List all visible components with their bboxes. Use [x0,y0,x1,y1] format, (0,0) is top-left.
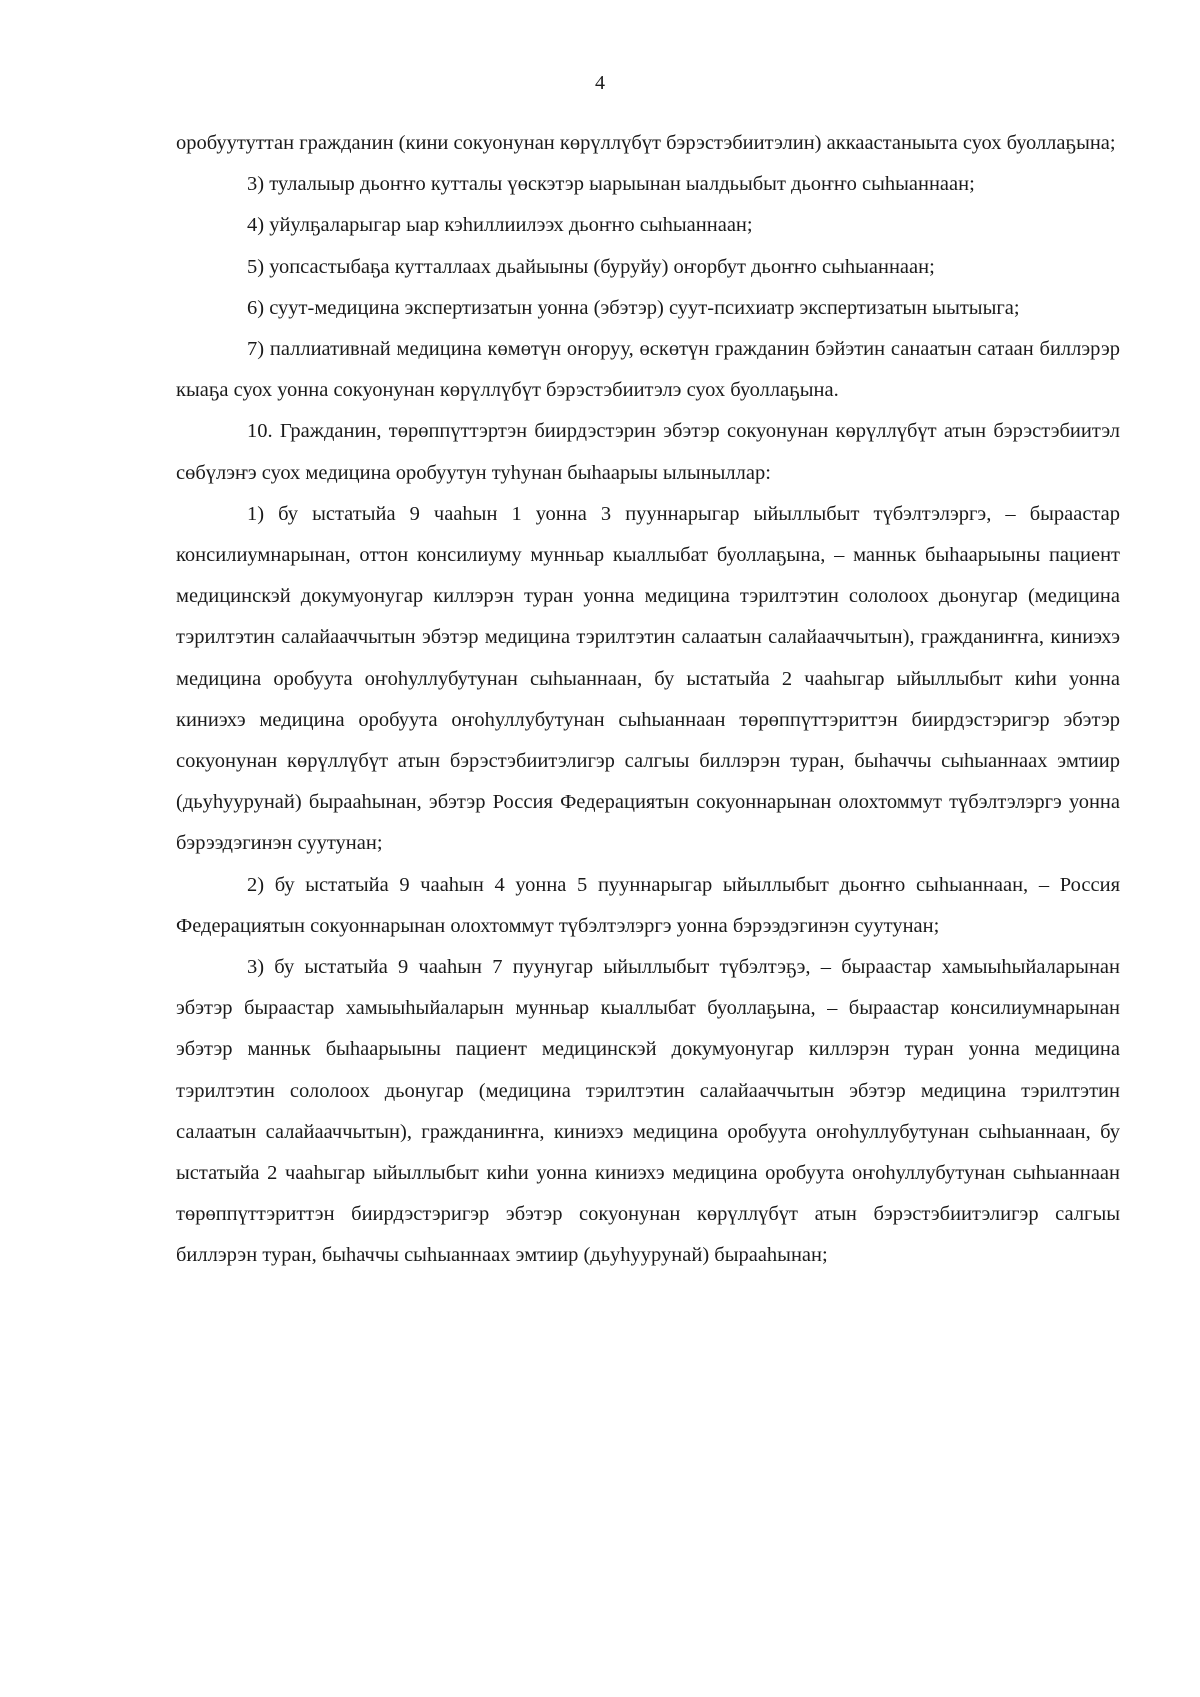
subsection-2: 2) бу ыстатыйа 9 чааһын 4 уонна 5 пууннарыгар ыйыллыбыт дьоҥҥо сыһыаннаан, – Россия Федерациятын сокуоннарынан олохтоммут түбэлтэлэргэ уонна бэрээдэгинэн суутунан; [176,873,1120,937]
paragraph-continuation: оробуутуттан гражданин (кини сокуонунан көрүллүбүт бэрэстэбиитэлин) аккаастаныыта суох буоллаҕына; [176,132,1116,154]
list-item-4: 4) уйулҕаларыгар ыар кэһиллиилээх дьоҥҥо сыһыаннаан; [247,214,753,237]
document-body [176,123,1120,1277]
section-10-heading: 10. Гражданин, төрөппүттэртэн биирдэстэрин эбэтэр сокуонунан көрүллүбүт атын бэрэстэбиитэл сөбүлэҥэ суох медицина оробуутун туһунан быһаарыы ылыныллар: [176,420,1120,484]
list-item-5: 5) уопсастыбаҕа кутталлаах дьайыыны (буруйу) оҥорбут дьоҥҥо сыһыаннаан; [247,255,935,278]
subsection-1: 1) бу ыстатыйа 9 чааһын 1 уонна 3 пууннарыгар ыйыллыбыт түбэлтэлэргэ, – быраастар консилиумнарынан, оттон консилиуму мунньар кыаллыбат буоллаҕына, – манньк быһаарыыны пациент медицинскэй докумуонугар киллэрэн туран уонна медицина тэрилтэтин сололоох дьонугар (медицина тэрилтэтин салайааччытын эбэтэр медицина тэрилтэтин салаатын салайааччытын), гражданиҥҥа, киниэхэ медицина оробуута оҥоһуллубутунан сыһыаннаан, бу ыстатыйа 2 чааһыгар ыйыллыбыт киһи уонна киниэхэ медицина оробуута оҥоһуллубутунан сыһыаннаан төрөппүттэриттэн биирдэстэригэр эбэтэр сокуонунан көрүллүбүт атын бэрэстэбиитэлигэр салгыы биллэрэн туран, быһаччы сыһыаннаах эмтиир (дьуһуурунай) бырааһынан, эбэтэр Россия Федерациятын сокуоннарынан олохтоммут түбэлтэлэргэ уонна бэрээдэгинэн суутунан; [176,502,1120,855]
list-item-7: 7) паллиативнай медицина көмөтүн оҥоруу, өскөтүн гражданин бэйэтин санаатын сатаан биллэрэр кыаҕа суох уонна сокуонунан көрүллүбүт бэрэстэбиитэлэ суох буоллаҕына. [176,338,1120,402]
subsection-3: 3) бу ыстатыйа 9 чааһын 7 пуунугар ыйыллыбыт түбэлтэҕэ, – быраастар хамыыһыйаларынан эбэтэр быраастар хамыыһыйаларын мунньар кыаллыбат буоллаҕына, – быраастар консилиумнарынан эбэтэр манньк быһаарыыны пациент медицинскэй докумуонугар киллэрэн туран уонна медицина тэрилтэтин сололоох дьонугар (медицина тэрилтэтин салайааччытын эбэтэр медицина тэрилтэтин салаатын салайааччытын), гражданиҥҥа, киниэхэ медицина оробуута оҥоһуллубутунан сыһыаннаан, бу ыстатыйа 2 чааһыгар ыйыллыбыт киһи уонна киниэхэ медицина оробуута оҥоһуллубутунан сыһыаннаан төрөппүттэриттэн биирдэстэригэр эбэтэр сокуонунан көрүллүбүт атын бэрэстэбиитэлигэр салгыы биллэрэн туран, быһаччы сыһыаннаах эмтиир (дьуһуурунай) бырааһынан; [176,956,1120,1267]
page-number: 4 [595,72,605,94]
list-item-6: 6) суут-медицина экспертизатын уонна (эбэтэр) суут-психиатр экспертизатын ыытыыга; [247,296,1020,319]
list-item-3: 3) тулалыыр дьоҥҥо кутталы үөскэтэр ыарыынан ыалдьыбыт дьоҥҥо сыһыаннаан; [247,173,975,196]
